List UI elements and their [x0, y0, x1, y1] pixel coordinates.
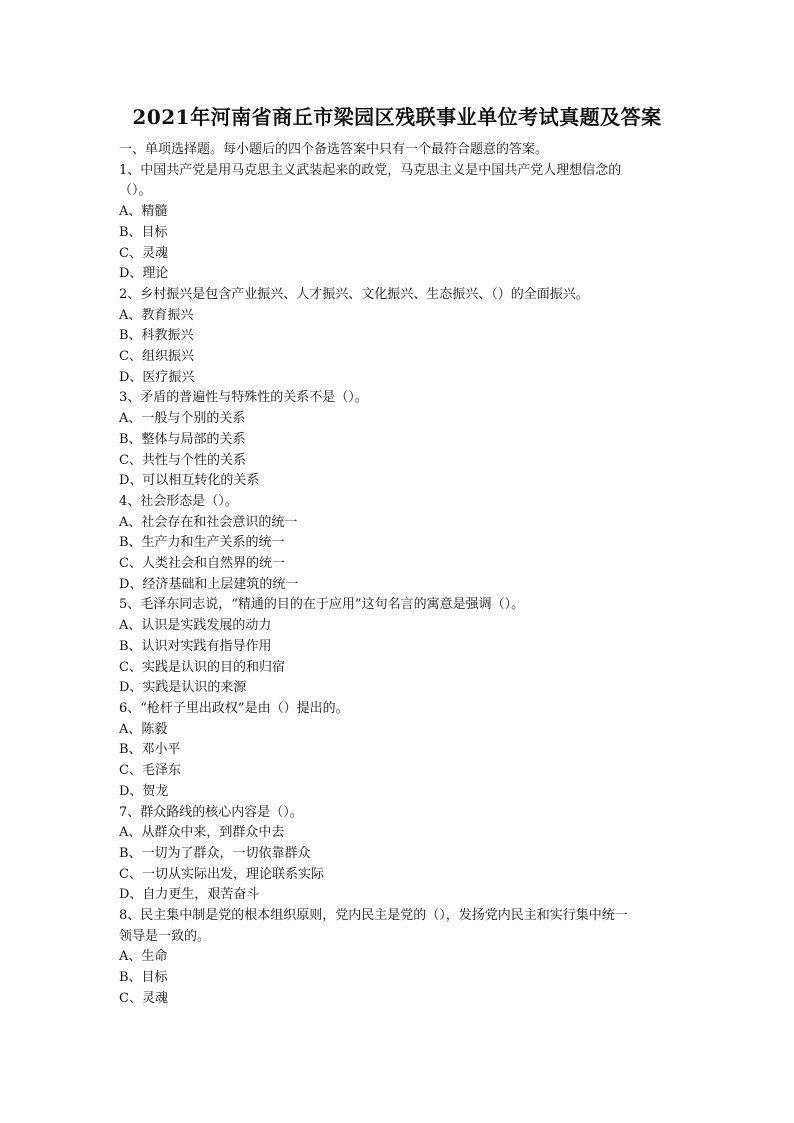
- question-8-option-a: A、生命: [119, 949, 168, 965]
- question-6-option-c: C、毛泽东: [119, 763, 181, 779]
- question-5-option-d: D、实践是认识的来源: [119, 680, 247, 696]
- question-7-stem: 7、群众路线的核心内容是（）。: [119, 804, 303, 820]
- question-8-stem-cont: 领导是一致的。: [119, 928, 211, 944]
- question-5-option-a: A、认识是实践发展的动力: [119, 618, 272, 634]
- question-7-option-a: A、从群众中来，到群众中去: [119, 825, 285, 841]
- question-8-stem: 8、民主集中制是党的根本组织原则，党内民主是党的（），发扬党内民主和实行集中统一: [119, 908, 628, 924]
- question-2-option-a: A、教育振兴: [119, 307, 194, 323]
- section-heading: 一、单项选择题。每小题后的四个备选答案中只有一个最符合题意的答案。: [119, 142, 549, 157]
- question-5-option-b: B、认识对实践有指导作用: [119, 638, 272, 654]
- question-6-stem: 6、“枪杆子里出政权”是由（）提出的。: [119, 700, 349, 716]
- question-6-option-d: D、贺龙: [119, 783, 169, 799]
- question-6-option-a: A、陈毅: [119, 721, 168, 737]
- question-3-option-a: A、一般与个别的关系: [119, 411, 246, 427]
- question-8-option-b: B、目标: [119, 970, 168, 986]
- question-2-stem: 2、乡村振兴是包含产业振兴、人才振兴、文化振兴、生态振兴、（）的全面振兴。: [119, 286, 589, 302]
- question-4-option-a: A、社会存在和社会意识的统一: [119, 514, 298, 530]
- question-2-option-c: C、组织振兴: [119, 349, 194, 365]
- question-1-option-c: C、灵魂: [119, 245, 168, 261]
- question-3-option-c: C、共性与个性的关系: [119, 452, 246, 468]
- question-7-option-c: C、一切从实际出发，理论联系实际: [119, 866, 324, 882]
- question-5-option-c: C、实践是认识的目的和归宿: [119, 659, 285, 675]
- question-2-option-b: B、科教振兴: [119, 328, 194, 344]
- question-6-option-b: B、邓小平: [119, 742, 181, 758]
- question-3-option-b: B、整体与局部的关系: [119, 431, 246, 447]
- question-4-option-d: D、经济基础和上层建筑的统一: [119, 576, 299, 592]
- question-1-stem: 1、中国共产党是用马克思主义武装起来的政党，马克思主义是中国共产党人理想信念的: [119, 162, 622, 178]
- question-1-option-a: A、精髓: [119, 204, 168, 220]
- document-body: [119, 140, 679, 1010]
- question-4-option-c: C、人类社会和自然界的统一: [119, 556, 285, 572]
- question-4-stem: 4、社会形态是（）。: [119, 493, 238, 509]
- question-3-option-d: D、可以相互转化的关系: [119, 473, 260, 489]
- question-8-option-c: C、灵魂: [119, 990, 168, 1006]
- question-7-option-b: B、一切为了群众，一切依靠群众: [119, 845, 311, 861]
- question-2-option-d: D、医疗振兴: [119, 369, 195, 385]
- document-title: 2021年河南省商丘市梁园区残联事业单位考试真题及答案: [132, 105, 662, 129]
- question-1-option-d: D、理论: [119, 266, 169, 282]
- question-3-stem: 3、矛盾的普遍性与特殊性的关系不是（）。: [119, 390, 368, 406]
- question-1-option-b: B、目标: [119, 224, 168, 240]
- question-7-option-d: D、自力更生，艰苦奋斗: [119, 887, 260, 903]
- question-1-stem-cont: （）。: [119, 183, 152, 199]
- question-5-stem: 5、毛泽东同志说，“精通的目的在于应用”这句名言的寓意是强调（）。: [119, 597, 525, 613]
- question-4-option-b: B、生产力和生产关系的统一: [119, 535, 285, 551]
